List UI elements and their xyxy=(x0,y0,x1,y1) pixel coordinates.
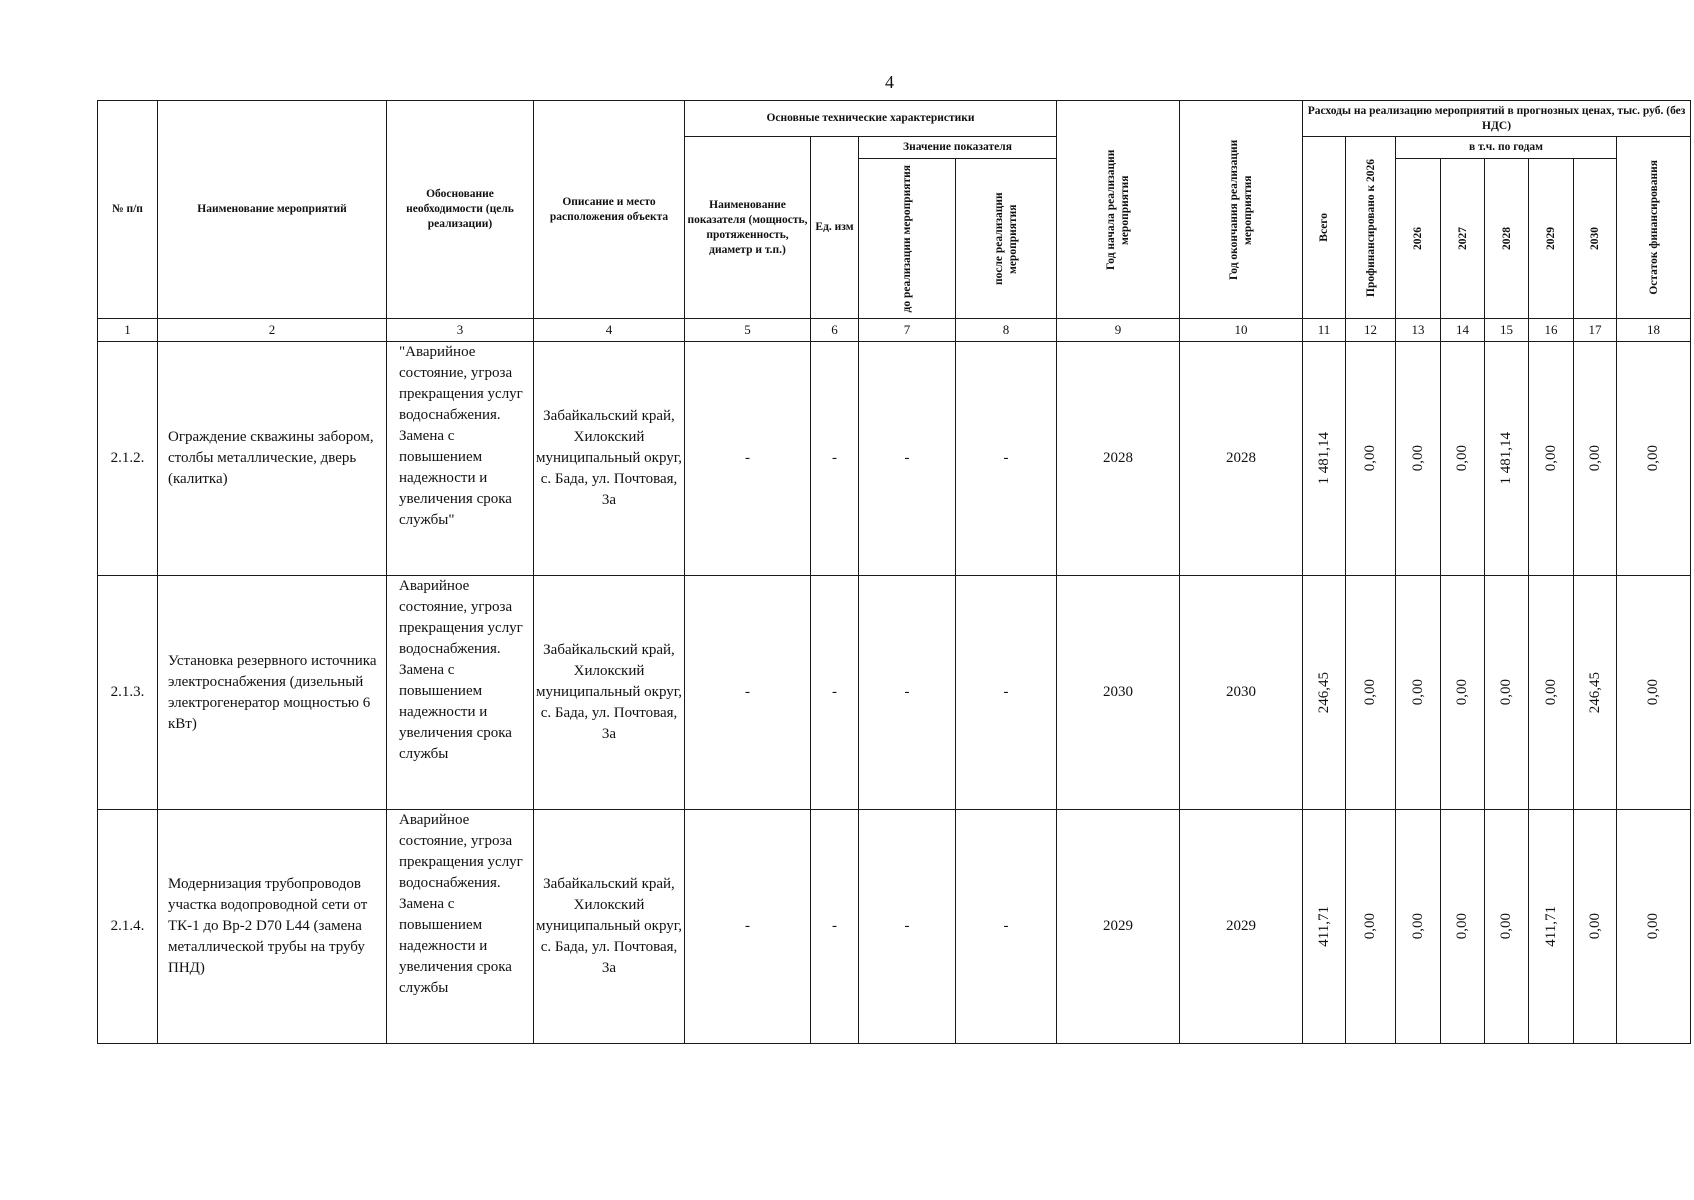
col-number: 13 xyxy=(1396,319,1441,342)
measure-name: Модернизация трубопроводов участка водопроводной сети от ТК-1 до Вр-2 D70 L44 (замена металлической трубы на трубу ПНД) xyxy=(158,810,387,1044)
header-end-year: Год окончания реализации мероприятия xyxy=(1180,101,1303,319)
cost-2026: 0,00 xyxy=(1396,576,1441,810)
cost-2027: 0,00 xyxy=(1441,576,1485,810)
unit: - xyxy=(811,576,859,810)
measure-name: Установка резервного источника электроснабжения (дизельный электрогенератор мощностью 6 кВт) xyxy=(158,576,387,810)
end-year: 2030 xyxy=(1180,576,1303,810)
indicator-name: - xyxy=(685,342,811,576)
header-expenses-group: Расходы на реализацию мероприятий в прогнозных ценах, тыс. руб. (без НДС) xyxy=(1303,101,1691,137)
table-row xyxy=(98,810,1691,1044)
header-after: после реализации мероприятия xyxy=(956,159,1057,319)
col-number: 7 xyxy=(859,319,956,342)
col-number: 17 xyxy=(1574,319,1617,342)
investment-table xyxy=(97,100,1691,1044)
row-number: 2.1.2. xyxy=(98,342,158,576)
header-year-2027: 2027 xyxy=(1441,159,1485,319)
total-cost: 1 481,14 xyxy=(1303,342,1346,576)
col-number: 1 xyxy=(98,319,158,342)
header-year-2028: 2028 xyxy=(1485,159,1529,319)
cost-2026: 0,00 xyxy=(1396,342,1441,576)
page-number: 4 xyxy=(885,72,894,92)
col-number: 6 xyxy=(811,319,859,342)
location-description: Забайкальский край, Хилокский муниципальный округ, с. Бада, ул. Почтовая, 3а xyxy=(534,342,685,576)
prefinanced-cost: 0,00 xyxy=(1346,810,1396,1044)
measure-name: Ограждение скважины забором, столбы металлические, дверь (калитка) xyxy=(158,342,387,576)
value-before: - xyxy=(859,576,956,810)
value-before: - xyxy=(859,810,956,1044)
cost-2029: 411,71 xyxy=(1529,810,1574,1044)
header-name: Наименование мероприятий xyxy=(158,101,387,319)
cost-2027: 0,00 xyxy=(1441,810,1485,1044)
unit: - xyxy=(811,810,859,1044)
header-remainder: Остаток финансирования xyxy=(1617,137,1691,319)
header-by-years: в т.ч. по годам xyxy=(1396,137,1617,159)
header-unit: Ед. изм xyxy=(811,137,859,319)
header-num: № п/п xyxy=(98,101,158,319)
location-description: Забайкальский край, Хилокский муниципальный округ, с. Бада, ул. Почтовая, 3а xyxy=(534,810,685,1044)
justification: Аварийное состояние, угроза прекращения услуг водоснабжения. Замена с повышением надежности и увеличения срока службы xyxy=(387,810,534,1044)
col-number: 3 xyxy=(387,319,534,342)
cost-2028: 1 481,14 xyxy=(1485,342,1529,576)
col-number: 4 xyxy=(534,319,685,342)
cost-2026: 0,00 xyxy=(1396,810,1441,1044)
column-numbers-row xyxy=(98,319,1691,342)
col-number: 11 xyxy=(1303,319,1346,342)
cost-2030: 246,45 xyxy=(1574,576,1617,810)
col-number: 9 xyxy=(1057,319,1180,342)
col-number: 15 xyxy=(1485,319,1529,342)
row-number: 2.1.4. xyxy=(98,810,158,1044)
justification: Аварийное состояние, угроза прекращения услуг водоснабжения. Замена с повышением надежности и увеличения срока службы xyxy=(387,576,534,810)
cost-2029: 0,00 xyxy=(1529,576,1574,810)
indicator-name: - xyxy=(685,810,811,1044)
col-number: 2 xyxy=(158,319,387,342)
row-number: 2.1.3. xyxy=(98,576,158,810)
header-prefinanced: Профинансировано к 2026 xyxy=(1346,137,1396,319)
cost-2027: 0,00 xyxy=(1441,342,1485,576)
indicator-name: - xyxy=(685,576,811,810)
prefinanced-cost: 0,00 xyxy=(1346,342,1396,576)
start-year: 2030 xyxy=(1057,576,1180,810)
header-start-year: Год начала реализации мероприятия xyxy=(1057,101,1180,319)
col-number: 8 xyxy=(956,319,1057,342)
header-year-2026: 2026 xyxy=(1396,159,1441,319)
location-description: Забайкальский край, Хилокский муниципальный округ, с. Бада, ул. Почтовая, 3а xyxy=(534,576,685,810)
header-year-2029: 2029 xyxy=(1529,159,1574,319)
header-value-group: Значение показателя xyxy=(859,137,1057,159)
remainder-cost: 0,00 xyxy=(1617,342,1691,576)
header-justification: Обоснование необходимости (цель реализации) xyxy=(387,101,534,319)
cost-2028: 0,00 xyxy=(1485,576,1529,810)
cost-2028: 0,00 xyxy=(1485,810,1529,1044)
end-year: 2029 xyxy=(1180,810,1303,1044)
start-year: 2028 xyxy=(1057,342,1180,576)
col-number: 5 xyxy=(685,319,811,342)
end-year: 2028 xyxy=(1180,342,1303,576)
header-indicator-name: Наименование показателя (мощность, протяженность, диаметр и т.п.) xyxy=(685,137,811,319)
value-after: - xyxy=(956,342,1057,576)
prefinanced-cost: 0,00 xyxy=(1346,576,1396,810)
col-number: 14 xyxy=(1441,319,1485,342)
cost-2030: 0,00 xyxy=(1574,810,1617,1044)
header-year-2030: 2030 xyxy=(1574,159,1617,319)
remainder-cost: 0,00 xyxy=(1617,810,1691,1044)
header-description: Описание и место расположения объекта xyxy=(534,101,685,319)
total-cost: 411,71 xyxy=(1303,810,1346,1044)
unit: - xyxy=(811,342,859,576)
header-tech-group: Основные технические характеристики xyxy=(685,101,1057,137)
justification: "Аварийное состояние, угроза прекращения услуг водоснабжения. Замена с повышением надежности и увеличения срока службы" xyxy=(387,342,534,576)
col-number: 18 xyxy=(1617,319,1691,342)
remainder-cost: 0,00 xyxy=(1617,576,1691,810)
header-total: Всего xyxy=(1303,137,1346,319)
header-before: до реализации мероприятия xyxy=(859,159,956,319)
cost-2029: 0,00 xyxy=(1529,342,1574,576)
col-number: 12 xyxy=(1346,319,1396,342)
value-after: - xyxy=(956,576,1057,810)
value-after: - xyxy=(956,810,1057,1044)
table-row xyxy=(98,576,1691,810)
col-number: 10 xyxy=(1180,319,1303,342)
cost-2030: 0,00 xyxy=(1574,342,1617,576)
total-cost: 246,45 xyxy=(1303,576,1346,810)
table-row xyxy=(98,342,1691,576)
col-number: 16 xyxy=(1529,319,1574,342)
value-before: - xyxy=(859,342,956,576)
start-year: 2029 xyxy=(1057,810,1180,1044)
